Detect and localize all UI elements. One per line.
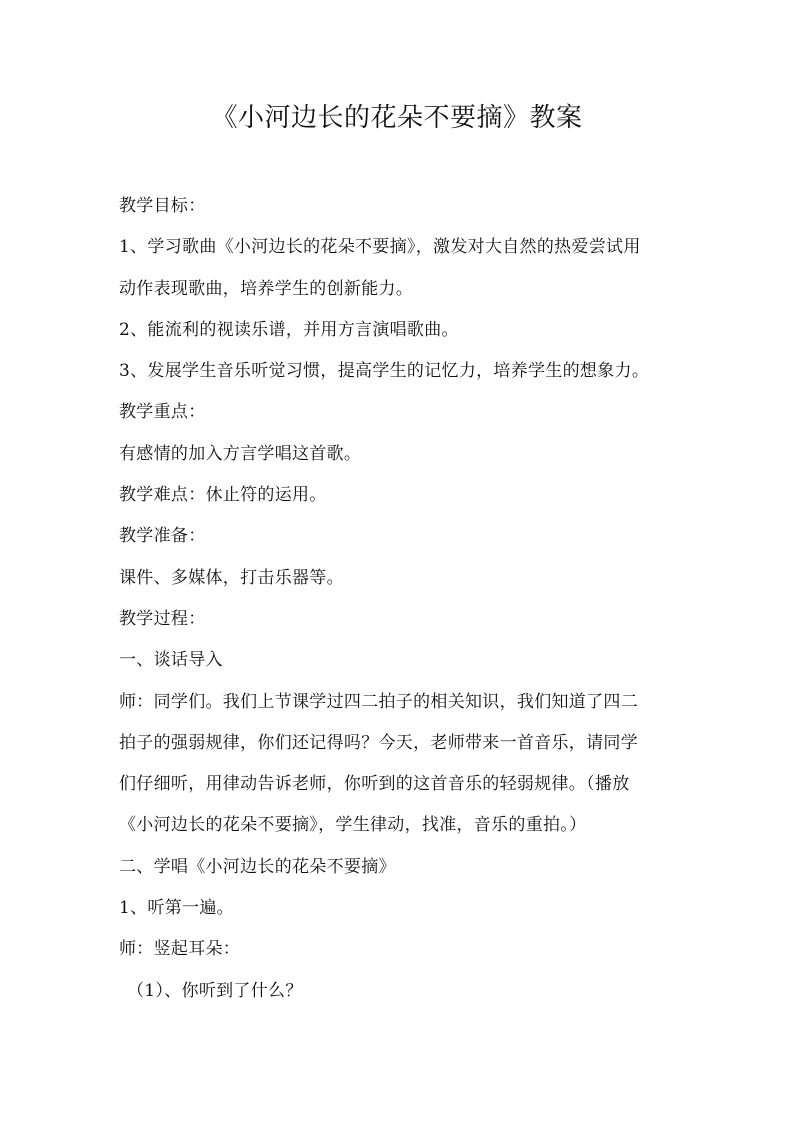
document-title: 《小河边长的花朵不要摘》教案 (211, 103, 583, 133)
goal-1-line-2: 动作表现歌曲，培养学生的创新能力。 (119, 278, 414, 299)
teacher-paragraph-line-4: 《小河边长的花朵不要摘》，学生律动，找准，音乐的重拍。） (119, 815, 587, 836)
heading-key-points: 教学重点： (119, 402, 206, 423)
goal-2: 2、能流利的视读乐谱，并用方言演唱歌曲。 (119, 319, 459, 340)
goal-3: 3、发展学生音乐听觉习惯，提高学生的记忆力，培养学生的想象力。 (119, 361, 650, 382)
question-1: （1）、你听到了什么？ (127, 980, 303, 1001)
key-point-text: 有感情的加入方言学唱这首歌。 (119, 443, 362, 464)
teacher-paragraph-line-3: 们仔细听，用律动告诉老师，你听到的这首音乐的轻弱规律。（播放 (119, 774, 630, 795)
heading-preparation: 教学准备： (119, 526, 206, 547)
heading-teaching-goals: 教学目标： (119, 196, 206, 216)
teacher-instruction: 师：竖起耳朵： (119, 939, 241, 960)
document-body (119, 186, 691, 1012)
step-1: 1、听第一遍。 (119, 898, 234, 919)
goal-1-line-1: 1、学习歌曲《小河边长的花朵不要摘》，激发对大自然的热爱尝试用 (119, 237, 641, 258)
heading-process: 教学过程： (119, 608, 206, 629)
preparation-text: 课件、多媒体，打击乐器等。 (119, 567, 344, 588)
section-1-heading: 一、谈话导入 (119, 650, 223, 671)
teacher-paragraph-line-2: 拍子的强弱规律，你们还记得吗？今天，老师带来一首音乐，请同学 (119, 732, 638, 753)
teacher-paragraph-line-1: 师：同学们。我们上节课学过四二拍子的相关知识，我们知道了四二 (119, 691, 638, 712)
section-2-heading: 二、学唱《小河边长的花朵不要摘》 (119, 856, 396, 877)
difficulty-line: 教学难点：休止符的运用。 (119, 485, 327, 506)
